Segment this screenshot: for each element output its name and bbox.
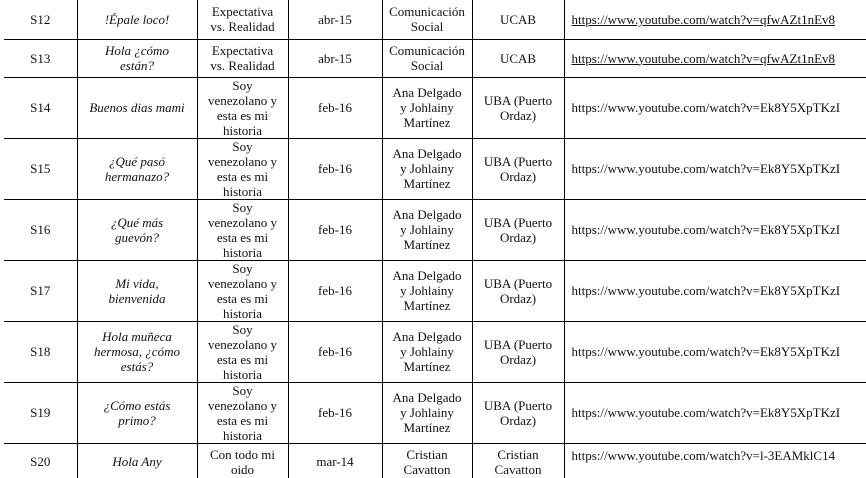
table-row xyxy=(4,138,866,199)
sample-id: S14 xyxy=(4,77,77,138)
video-link[interactable]: https://www.youtube.com/watch?v=Ek8Y5XpTKzI xyxy=(571,100,841,115)
author-cell: Cristian Cavatton xyxy=(382,443,472,478)
phrase-cell: Buenos dias mami xyxy=(77,77,197,138)
date-cell: feb-16 xyxy=(288,382,382,443)
phrase-cell: Hola ¿cómo están? xyxy=(77,39,197,77)
video-link[interactable]: https://www.youtube.com/watch?v=Ek8Y5XpTKzI xyxy=(571,283,841,298)
author-cell: Ana Delgado y Johlainy Martínez xyxy=(382,382,472,443)
author-cell: Ana Delgado y Johlainy Martínez xyxy=(382,260,472,321)
author-cell: Ana Delgado y Johlainy Martínez xyxy=(382,77,472,138)
sample-id: S17 xyxy=(4,260,77,321)
source-cell: Soy venezolano y esta es mi historia xyxy=(197,382,288,443)
date-cell: feb-16 xyxy=(288,77,382,138)
table-row xyxy=(4,0,866,39)
phrase-cell: ¿Qué más guevón? xyxy=(77,199,197,260)
institution-cell: Cristian Cavatton xyxy=(472,443,564,478)
video-link[interactable]: https://www.youtube.com/watch?v=Ek8Y5XpTKzI xyxy=(571,161,841,176)
author-cell: Ana Delgado y Johlainy Martínez xyxy=(382,138,472,199)
sample-id: S19 xyxy=(4,382,77,443)
url-cell xyxy=(564,199,866,260)
institution-cell: UBA (Puerto Ordaz) xyxy=(472,199,564,260)
date-cell: abr-15 xyxy=(288,39,382,77)
video-link[interactable]: https://www.youtube.com/watch?v=l-3EAMklC14 xyxy=(571,447,836,463)
institution-cell: UCAB xyxy=(472,0,564,39)
table-row xyxy=(4,39,866,77)
date-cell: feb-16 xyxy=(288,199,382,260)
url-cell xyxy=(564,77,866,138)
url-cell xyxy=(564,382,866,443)
table-row xyxy=(4,321,866,382)
phrase-cell: Hola Any xyxy=(77,443,197,478)
author-cell: Comunicación Social xyxy=(382,39,472,77)
source-cell: Expectativa vs. Realidad xyxy=(197,0,288,39)
video-link[interactable]: https://www.youtube.com/watch?v=Ek8Y5XpTKzI xyxy=(571,344,841,359)
institution-cell: UBA (Puerto Ordaz) xyxy=(472,321,564,382)
phrase-cell: Hola muñeca hermosa, ¿cómo estás? xyxy=(77,321,197,382)
table-row xyxy=(4,382,866,443)
table-row xyxy=(4,199,866,260)
phrase-cell: !Épale loco! xyxy=(77,0,197,39)
sample-id: S12 xyxy=(4,0,77,39)
url-cell xyxy=(564,443,866,478)
source-cell: Soy venezolano y esta es mi historia xyxy=(197,199,288,260)
institution-cell: UCAB xyxy=(472,39,564,77)
video-link[interactable]: https://www.youtube.com/watch?v=Ek8Y5XpTKzI xyxy=(571,405,841,420)
url-cell xyxy=(564,39,866,77)
samples-table xyxy=(4,0,866,478)
sample-id: S16 xyxy=(4,199,77,260)
source-cell: Con todo mi oido xyxy=(197,443,288,478)
url-cell xyxy=(564,138,866,199)
source-cell: Soy venezolano y esta es mi historia xyxy=(197,138,288,199)
sample-id: S15 xyxy=(4,138,77,199)
table-row xyxy=(4,443,866,478)
video-link[interactable]: https://www.youtube.com/watch?v=qfwAZt1nEv8 xyxy=(571,50,836,66)
url-cell xyxy=(564,260,866,321)
phrase-cell: ¿Cómo estás primo? xyxy=(77,382,197,443)
source-cell: Soy venezolano y esta es mi historia xyxy=(197,260,288,321)
sample-id: S18 xyxy=(4,321,77,382)
video-link[interactable]: https://www.youtube.com/watch?v=Ek8Y5XpTKzI xyxy=(571,222,841,237)
video-link[interactable]: https://www.youtube.com/watch?v=qfwAZt1nEv8 xyxy=(571,11,836,27)
author-cell: Comunicación Social xyxy=(382,0,472,39)
phrase-cell: Mi vida, bienvenida xyxy=(77,260,197,321)
author-cell: Ana Delgado y Johlainy Martínez xyxy=(382,199,472,260)
source-cell: Soy venezolano y esta es mi historia xyxy=(197,321,288,382)
institution-cell: UBA (Puerto Ordaz) xyxy=(472,138,564,199)
author-cell: Ana Delgado y Johlainy Martínez xyxy=(382,321,472,382)
url-cell xyxy=(564,0,866,39)
institution-cell: UBA (Puerto Ordaz) xyxy=(472,77,564,138)
date-cell: feb-16 xyxy=(288,138,382,199)
phrase-cell: ¿Qué pasó hermanazo? xyxy=(77,138,197,199)
source-cell: Soy venezolano y esta es mi historia xyxy=(197,77,288,138)
table-row xyxy=(4,77,866,138)
date-cell: mar-14 xyxy=(288,443,382,478)
date-cell: feb-16 xyxy=(288,260,382,321)
date-cell: feb-16 xyxy=(288,321,382,382)
institution-cell: UBA (Puerto Ordaz) xyxy=(472,382,564,443)
sample-id: S13 xyxy=(4,39,77,77)
institution-cell: UBA (Puerto Ordaz) xyxy=(472,260,564,321)
date-cell: abr-15 xyxy=(288,0,382,39)
url-cell xyxy=(564,321,866,382)
sample-id: S20 xyxy=(4,443,77,478)
table-row xyxy=(4,260,866,321)
source-cell: Expectativa vs. Realidad xyxy=(197,39,288,77)
